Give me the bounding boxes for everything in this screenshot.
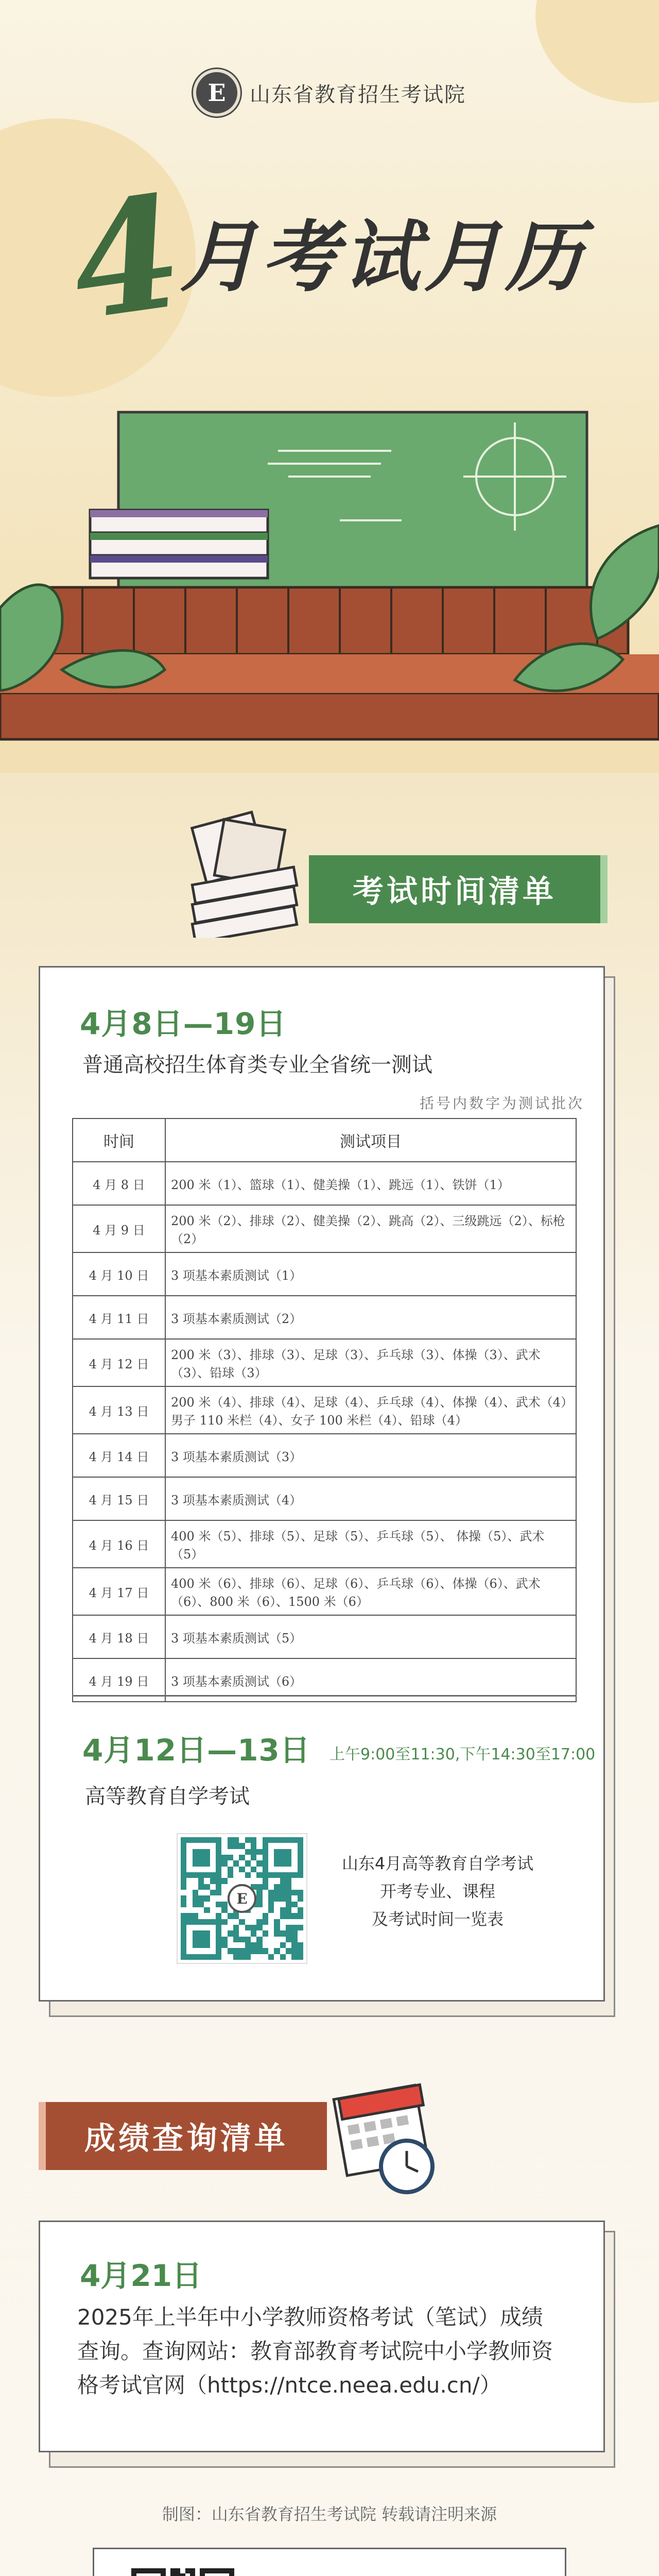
row-items: 200 米（4）、排球（4）、足球（4）、乒乓球（4）、体操（4）、武术（4）男子 110 米栏（4）、女子 100 米栏（4）、铅球（4）	[165, 1386, 576, 1434]
table-row	[73, 1386, 576, 1434]
row-items: 400 米（5）、排球（5）、足球（5）、乒乓球（5）、 体操（5）、武术（5）	[165, 1520, 576, 1568]
org-header	[0, 67, 659, 118]
credit-line: 制图：山东省教育招生考试院 转载请注明来源	[162, 2504, 497, 2524]
row-date: 4 月 11 日	[73, 1296, 165, 1339]
exam1-schedule-table	[72, 1118, 577, 1702]
classroom-illustration	[0, 402, 659, 773]
row-date: 4 月 18 日	[73, 1615, 165, 1658]
row-date: 4 月 16 日	[73, 1520, 165, 1568]
row-date: 4 月 8 日	[73, 1162, 165, 1205]
calendar-clock-icon	[330, 2071, 443, 2200]
footer-info	[257, 2571, 546, 2576]
exam1-date: 4月8日—19日	[80, 1006, 287, 1041]
page-title	[0, 160, 659, 355]
row-items: 3 项基本素质测试（3）	[165, 1434, 576, 1477]
exam1-note: 括号内数字为测试批次	[420, 1095, 585, 1112]
row-items: 200 米（2）、排球（2）、健美操（2）、跳高（2）、三级跳远（2）、标枪（2）	[165, 1205, 576, 1252]
table-header-items: 测试项目	[165, 1118, 576, 1162]
row-items: 3 项基本素质测试（5）	[165, 1615, 576, 1658]
result-section-banner	[39, 2102, 327, 2170]
row-date: 4 月 15 日	[73, 1477, 165, 1520]
exam-section-banner	[309, 855, 608, 923]
row-items: 3 项基本素质测试（4）	[165, 1477, 576, 1520]
table-header-time: 时间	[73, 1118, 165, 1162]
row-items: 3 项基本素质测试（1）	[165, 1252, 576, 1296]
row-items: 400 米（6）、排球（6）、足球（6）、乒乓球（6）、体操（6）、武术（6）、800 米（6）、1500 米（6）	[165, 1568, 576, 1615]
table-row	[73, 1568, 576, 1615]
row-items: 3 项基本素质测试（6）	[165, 1658, 576, 1702]
books-illustration	[178, 809, 311, 938]
table-row	[73, 1615, 576, 1658]
table-row	[73, 1205, 576, 1252]
exam2-title: 高等教育自学考试	[85, 1785, 250, 1808]
result-description	[77, 2300, 592, 2402]
footer-qr-code[interactable]	[131, 2568, 234, 2576]
table-row	[73, 1520, 576, 1568]
exam-section-title: 考试时间清单	[353, 874, 557, 910]
row-date: 4 月 14 日	[73, 1434, 165, 1477]
title-number: 4	[60, 160, 192, 355]
exam2-time: 上午9:00至11:30,下午14:30至17:00	[330, 1745, 596, 1764]
row-date: 4 月 9 日	[73, 1205, 165, 1252]
row-date: 4 月 13 日	[73, 1386, 165, 1434]
exam2-qr-info	[319, 1850, 556, 1933]
qr-info-line: 开考专业、课程	[379, 1882, 495, 1901]
row-items: 200 米（1）、篮球（1）、健美操（1）、跳远（1）、铁饼（1）	[165, 1162, 576, 1205]
row-date: 4 月 19 日	[73, 1658, 165, 1702]
exam2-date: 4月12日—13日	[82, 1733, 310, 1768]
table-row	[73, 1252, 576, 1296]
section-divider	[72, 1695, 577, 1697]
footer-line	[257, 2571, 546, 2576]
result-line: 格考试官网（https://ntce.neea.edu.cn/）	[77, 2372, 501, 2398]
result-line: 2025年上半年中小学教师资格考试（笔试）成绩	[77, 2304, 543, 2330]
table-row	[73, 1162, 576, 1205]
plant-right	[591, 526, 659, 639]
row-date: 4 月 17 日	[73, 1568, 165, 1615]
table-row	[73, 1477, 576, 1520]
result-date: 4月21日	[80, 2258, 202, 2293]
result-line: 查询。查询网站：教育部教育考试院中小学教师资	[77, 2338, 553, 2364]
exam1-title: 普通高校招生体育类专业全省统一测试	[82, 1053, 432, 1077]
org-name: 山东省教育招生考试院	[250, 82, 466, 107]
qr-info-line: 及考试时间一览表	[371, 1909, 504, 1929]
org-logo-icon: E	[193, 69, 240, 116]
qr-info-line: 山东4月高等教育自学考试	[341, 1854, 534, 1873]
row-date: 4 月 10 日	[73, 1252, 165, 1296]
brick-wall	[31, 587, 628, 654]
exam2-qr-logo-icon: E	[228, 1884, 256, 1913]
title-text: 月考试月历	[180, 213, 587, 302]
table-row	[73, 1296, 576, 1339]
table-row	[73, 1434, 576, 1477]
row-items: 200 米（3）、排球（3）、足球（3）、乒乓球（3）、体操（3）、武术（3）、铅球（3）	[165, 1339, 576, 1386]
row-items: 3 项基本素质测试（2）	[165, 1296, 576, 1339]
row-date: 4 月 12 日	[73, 1339, 165, 1386]
result-section-title: 成绩查询清单	[84, 2121, 288, 2157]
table-row	[73, 1339, 576, 1386]
